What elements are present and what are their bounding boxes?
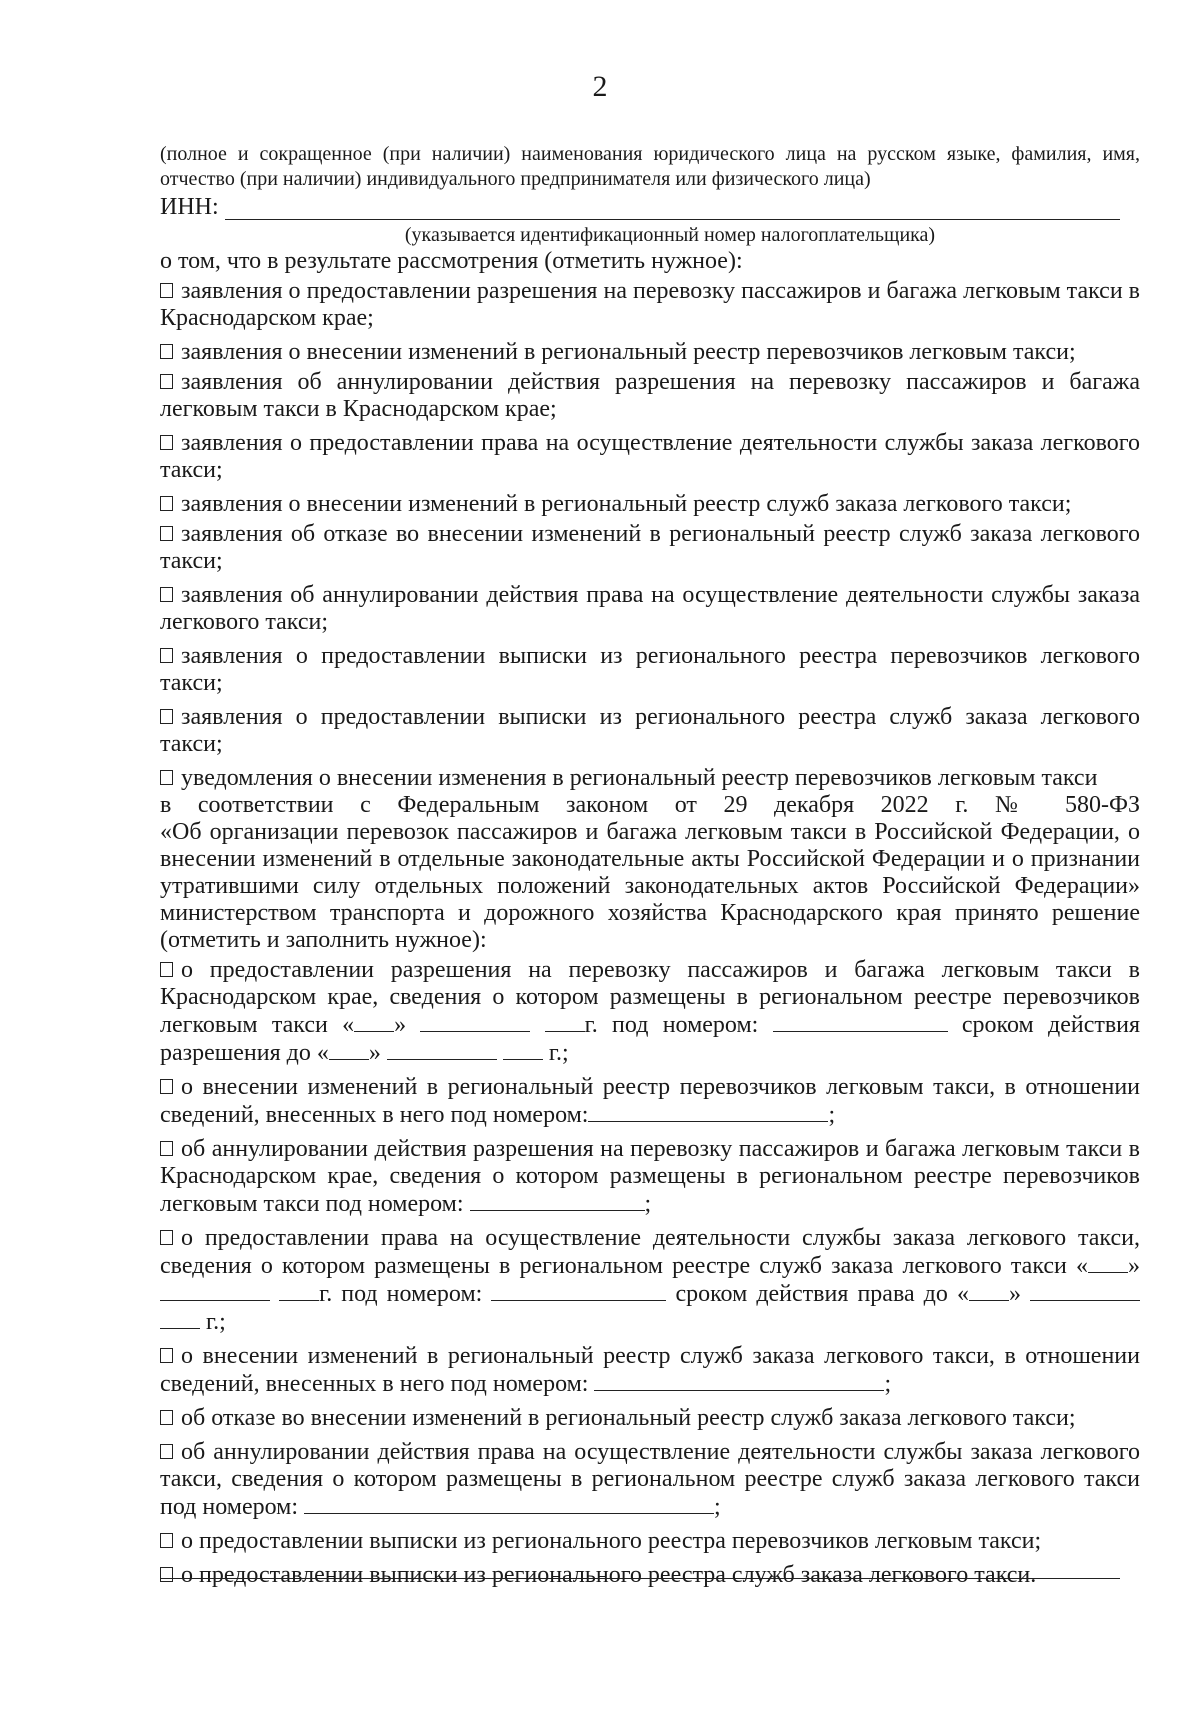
application-option-9[interactable] (160, 704, 1140, 758)
checkbox-icon[interactable] (160, 1230, 173, 1245)
decision-text: о внесении изменений в региональный реестр служб заказа легкового такси, в отношении сведений, внесенных в него под номером: (160, 1343, 1140, 1397)
application-option-7[interactable] (160, 582, 1140, 636)
decision-text: о предоставлении выписки из регионального реестра служб заказа легкового такси. (181, 1562, 1037, 1588)
checkbox-icon[interactable] (160, 587, 173, 602)
decision-text: » (1128, 1253, 1140, 1279)
decision-text: о внесении изменений в региональный реестр перевозчиков легковым такси, в отношении сведений, внесенных в него под номером: (160, 1074, 1140, 1128)
decision-option-9[interactable] (160, 1562, 1140, 1589)
application-label: заявления о предоставлении выписки из регионального реестра перевозчиков легкового такси; (160, 643, 1140, 696)
checkbox-icon[interactable] (160, 1141, 173, 1156)
decision-option-3[interactable] (160, 1136, 1140, 1218)
checkbox-icon[interactable] (160, 962, 173, 977)
decision-text: об аннулировании действия права на осуществление деятельности службы заказа легкового такси, сведения о котором размещены в региональном реестре служб заказа легкового такси под номером: (160, 1439, 1140, 1520)
application-label: уведомления о внесении изменения в региональный реестр перевозчиков легковым такси (181, 765, 1098, 791)
application-label: заявления о предоставлении выписки из регионального реестра служб заказа легкового такси; (160, 704, 1140, 757)
number-field[interactable] (773, 1011, 948, 1032)
decision-text: об аннулировании действия разрешения на перевозку пассажиров и багажа легковым такси в Краснодарском крае, сведения о котором размещены в региональном реестре перевозчиков легковым такси под номером: (160, 1136, 1140, 1217)
application-label: заявления о предоставлении права на осуществление деятельности службы заказа легкового такси; (160, 430, 1140, 483)
application-label: заявления об аннулировании действия разрешения на перевозку пассажиров и багажа легковым такси в Краснодарском крае; (160, 369, 1140, 422)
decision-text: г. под номером: (319, 1281, 483, 1307)
decision-text: г.; (206, 1309, 226, 1335)
decision-option-1[interactable] (160, 957, 1140, 1067)
decision-text: г.; (548, 1040, 569, 1066)
decision-text: » (394, 1012, 407, 1038)
month-field[interactable] (160, 1280, 270, 1301)
checkbox-icon[interactable] (160, 1567, 173, 1582)
decision-text: о предоставлении выписки из регионального реестра перевозчиков легковым такси; (181, 1528, 1042, 1554)
decision-text: об отказе во внесении изменений в региональный реестр служб заказа легкового такси; (181, 1405, 1076, 1431)
page-number: 2 (592, 70, 608, 103)
form-content (160, 142, 1140, 1589)
checkbox-icon[interactable] (160, 1348, 173, 1363)
decision-option-2[interactable] (160, 1074, 1140, 1129)
decision-text: сроком действия разрешения до « (160, 1012, 1141, 1066)
application-option-1[interactable] (160, 278, 1140, 332)
number-field[interactable] (491, 1280, 666, 1301)
decision-text: » (368, 1040, 381, 1066)
checkbox-icon[interactable] (160, 344, 173, 359)
application-label: заявления о предоставлении разрешения на перевозку пассажиров и багажа легковым такси в Краснодарском крае; (160, 278, 1140, 331)
number-field[interactable] (594, 1370, 884, 1391)
law-reference-text: «Об организации перевозок пассажиров и багажа легковым такси в Российской Федерации, о внесении изменений в отдельные законодательные акты Российской Федерации и о признании утратившими силу отдельных положений законодательных актов Российской Федерации» министерством транспорта и дорожного хозяйства Краснодарского края принято решение (отметить и заполнить нужное): (160, 819, 1140, 953)
intro-text: о том, что в результате рассмотрения (отметить нужное): (160, 248, 743, 274)
decision-text: ; (884, 1371, 892, 1397)
decision-text: » (1008, 1281, 1021, 1307)
application-option-6[interactable] (160, 521, 1140, 575)
month-field[interactable] (1030, 1280, 1140, 1301)
decision-text: ; (714, 1494, 721, 1520)
checkbox-icon[interactable] (160, 283, 173, 298)
checkbox-icon[interactable] (160, 374, 173, 389)
application-label: заявления об аннулировании действия права на осуществление деятельности службы заказа легкового такси; (160, 582, 1140, 635)
decision-option-8[interactable] (160, 1528, 1140, 1555)
year-field[interactable] (279, 1280, 319, 1301)
decision-option-4[interactable] (160, 1225, 1140, 1336)
application-option-4[interactable] (160, 430, 1140, 484)
month-field[interactable] (420, 1011, 530, 1032)
applicant-name-note: (полное и сокращенное (при наличии) наименования юридического лица на русском языке, фамилия, имя, отчество (при наличии) индивидуального предпринимателя или физического лица) (160, 143, 1140, 190)
application-label: заявления о внесении изменений в региональный реестр служб заказа легкового такси; (181, 491, 1072, 517)
decision-option-7[interactable] (160, 1439, 1140, 1521)
decision-text: г. под номером: (584, 1012, 759, 1038)
application-label: заявления о внесении изменений в региональный реестр перевозчиков легковым такси; (181, 339, 1076, 365)
checkbox-icon[interactable] (160, 770, 173, 785)
inn-label: ИНН: (160, 194, 219, 220)
day-field[interactable] (1088, 1252, 1128, 1273)
checkbox-icon[interactable] (160, 1410, 173, 1425)
checkbox-icon[interactable] (160, 709, 173, 724)
checkbox-icon[interactable] (160, 526, 173, 541)
day-field[interactable] (969, 1280, 1009, 1301)
application-label: заявления об отказе во внесении изменений в региональный реестр служб заказа легкового такси; (160, 521, 1140, 574)
decision-text: о предоставлении разрешения на перевозку пассажиров и багажа легковым такси в Краснодарском крае, сведения о котором размещены в региональном реестре перевозчиков легковым такси « (160, 957, 1140, 1038)
inn-row (160, 194, 1140, 220)
decision-text: сроком действия права до « (675, 1281, 969, 1307)
law-reference-line: в соответствии с Федеральным законом от 29 декабря 2022 г. № 580-ФЗ (160, 792, 1140, 818)
decision-text: о предоставлении права на осуществление деятельности службы заказа легкового такси, сведения о котором размещены в региональном реестре служб заказа легкового такси « (160, 1225, 1140, 1279)
checkbox-icon[interactable] (160, 496, 173, 511)
number-field[interactable] (470, 1190, 645, 1211)
decision-text: ; (644, 1191, 652, 1217)
day-field[interactable] (354, 1011, 394, 1032)
checkbox-icon[interactable] (160, 1444, 173, 1459)
decision-text: ; (828, 1102, 836, 1128)
checkbox-icon[interactable] (160, 1079, 173, 1094)
checkbox-icon[interactable] (160, 1533, 173, 1548)
bottom-divider (160, 1578, 1120, 1579)
application-option-3[interactable] (160, 369, 1140, 423)
number-field[interactable] (588, 1101, 828, 1122)
application-option-5[interactable] (160, 491, 1140, 518)
inn-field[interactable] (225, 201, 1120, 220)
year-field[interactable] (160, 1308, 200, 1329)
month-field[interactable] (387, 1039, 497, 1060)
application-option-8[interactable] (160, 643, 1140, 697)
number-field[interactable] (304, 1493, 714, 1514)
application-option-2[interactable] (160, 339, 1140, 366)
day-field[interactable] (329, 1039, 369, 1060)
inn-note: (указывается идентификационный номер налогоплательщика) (404, 224, 936, 246)
year-field[interactable] (503, 1039, 543, 1060)
application-option-10[interactable] (160, 765, 1140, 792)
checkbox-icon[interactable] (160, 435, 173, 450)
checkbox-icon[interactable] (160, 648, 173, 663)
decision-option-6[interactable] (160, 1405, 1140, 1432)
decision-option-5[interactable] (160, 1343, 1140, 1398)
year-field[interactable] (545, 1011, 585, 1032)
